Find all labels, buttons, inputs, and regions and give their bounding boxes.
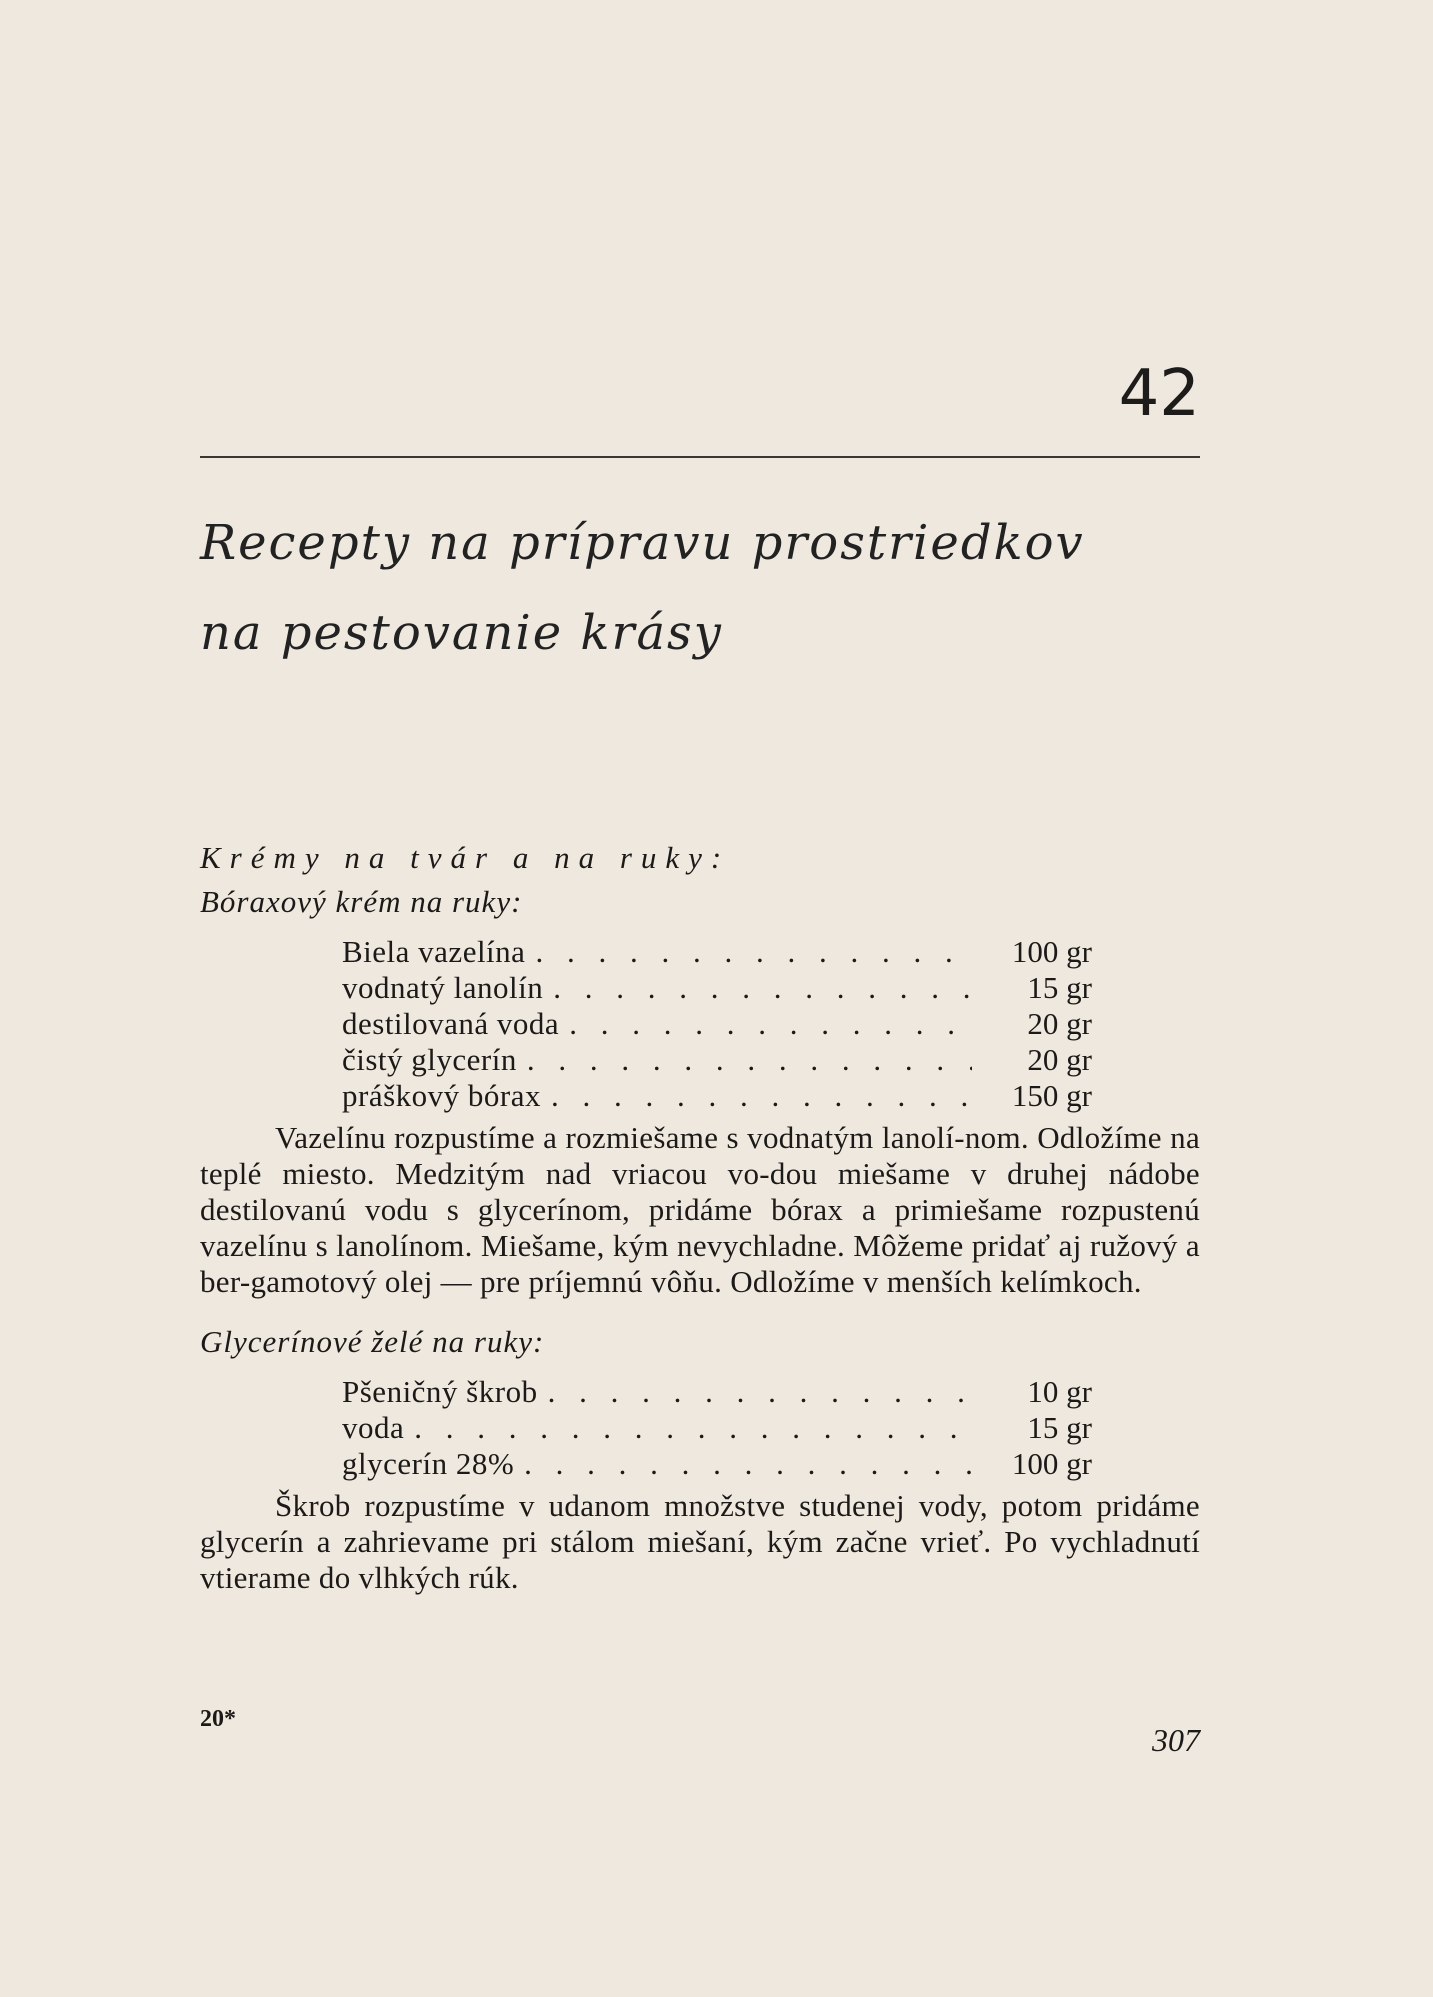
ingredient-quantity: 150 gr xyxy=(1011,1078,1092,1113)
chapter-title-line-2: na pestovanie krásy xyxy=(200,605,723,661)
leader-dots xyxy=(543,970,972,1006)
ingredient-row xyxy=(342,1078,1092,1114)
ingredient-quantity: 10 gr xyxy=(1027,1374,1092,1409)
section-heading: Krémy na tvár a na ruky: xyxy=(200,840,731,875)
ingredient-name: destilovaná voda xyxy=(342,1006,560,1041)
recipe-instructions: Vazelínu rozpustíme a rozmiešame s vodnatým lanolí-nom. Odložíme na teplé miesto. Medzitým nad vriacou vo-dou miešame v druhej nádobe destilovanú vodu s glycerínom, pridáme bórax a primiešame rozpustenú vazelínu s lanolínom. Miešame, kým nevychladne. Môžeme pridať aj ružový a ber-gamotový olej — pre príjemnú vôňu. Odložíme v menších kelímkoch. xyxy=(200,1120,1200,1299)
ingredient-row xyxy=(342,1374,1092,1410)
printer-signature: 20* xyxy=(200,1706,236,1732)
recipe-title: Glycerínové želé na ruky: xyxy=(200,1324,545,1359)
ingredient-quantity: 15 gr xyxy=(1027,1410,1092,1445)
ingredient-row xyxy=(342,1042,1092,1078)
ingredient-list xyxy=(342,1374,1092,1482)
recipe-title: Bóraxový krém na ruky: xyxy=(200,884,523,919)
leader-dots xyxy=(538,1374,972,1410)
leader-dots xyxy=(559,1006,972,1042)
ingredient-quantity: 15 gr xyxy=(1027,970,1092,1005)
ingredient-name: voda xyxy=(342,1410,405,1445)
page-number: 307 xyxy=(1152,1722,1200,1758)
ingredient-name: vodnatý lanolín xyxy=(342,970,544,1005)
leader-dots xyxy=(404,1410,972,1446)
header-rule xyxy=(200,456,1200,458)
ingredient-name: Pšeničný škrob xyxy=(342,1374,538,1409)
ingredient-list xyxy=(342,934,1092,1114)
ingredient-quantity: 20 gr xyxy=(1027,1042,1092,1077)
ingredient-row xyxy=(342,934,1092,970)
recipe-instructions: Škrob rozpustíme v udanom množstve studenej vody, potom pridáme glycerín a zahrievame pri stálom miešaní, kým začne vrieť. Po vychladnutí vtierame do vlhkých rúk. xyxy=(200,1488,1200,1595)
ingredient-name: glycerín 28% xyxy=(342,1446,515,1481)
ingredient-quantity: 100 gr xyxy=(1011,1446,1092,1481)
ingredient-name: práškový bórax xyxy=(342,1078,541,1113)
ingredient-row xyxy=(342,1446,1092,1482)
chapter-number: 42 xyxy=(1118,357,1200,431)
ingredient-row xyxy=(342,1006,1092,1042)
content xyxy=(200,838,1200,1596)
ingredient-row xyxy=(342,970,1092,1006)
leader-dots xyxy=(541,1078,972,1114)
leader-dots xyxy=(525,934,972,970)
leader-dots xyxy=(517,1042,972,1078)
ingredient-name: čistý glycerín xyxy=(342,1042,517,1077)
ingredient-row xyxy=(342,1410,1092,1446)
chapter-title xyxy=(200,498,1160,678)
ingredient-quantity: 100 gr xyxy=(1011,934,1092,969)
ingredient-name: Biela vazelína xyxy=(342,934,526,969)
chapter-title-line-1: Recepty na prípravu prostriedkov xyxy=(200,515,1085,571)
ingredient-quantity: 20 gr xyxy=(1027,1006,1092,1041)
leader-dots xyxy=(514,1446,972,1482)
